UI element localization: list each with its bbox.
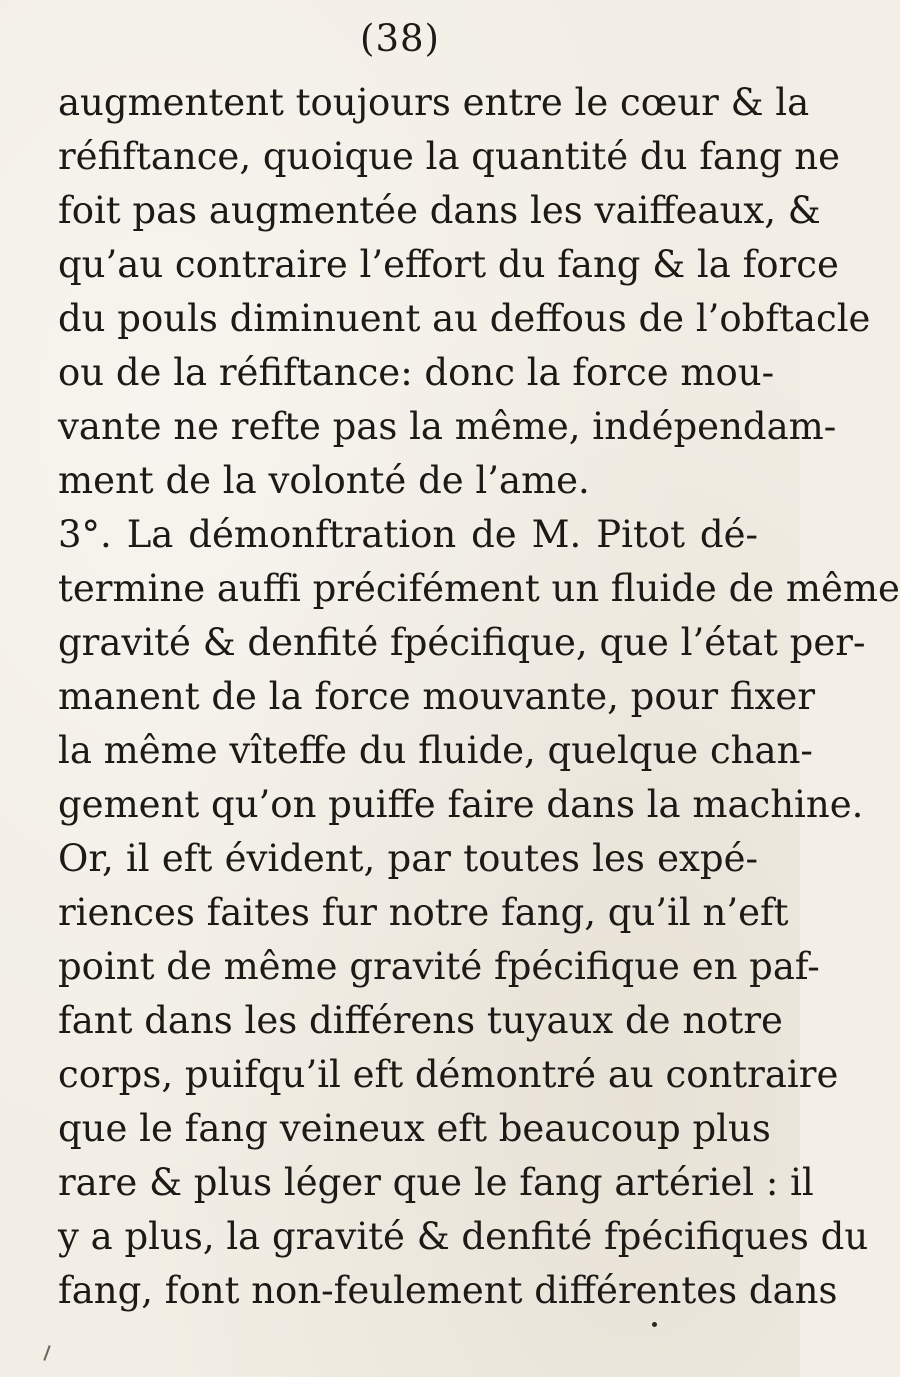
text-line-11: gravité & denfité fpécifique, que l’état per- bbox=[58, 621, 866, 664]
text-line-15: Or, il eft évident, par toutes les expé- bbox=[58, 837, 758, 880]
text-line-13: la même vîteffe du fluide, quelque chan- bbox=[58, 729, 813, 772]
text-line-20: que le fang veineux eft beaucoup plus bbox=[58, 1107, 771, 1150]
text-line-22: y a plus, la gravité & denfité fpécifiques du bbox=[58, 1215, 869, 1258]
text-line-19: corps, puifqu’il eft démontré au contraire bbox=[58, 1053, 839, 1096]
text-line-23: fang, font non-feulement différentes dans bbox=[58, 1269, 838, 1312]
text-line-10: termine auffi précifément un fluide de même bbox=[58, 567, 900, 610]
text-line-1: augmentent toujours entre le cœur & la bbox=[58, 81, 810, 124]
text-line-2: réfiftance, quoique la quantité du fang ne bbox=[58, 135, 840, 178]
text-line-12: manent de la force mouvante, pour fixer bbox=[58, 675, 816, 718]
paper-mark bbox=[43, 1345, 50, 1361]
text-line-17: point de même gravité fpécifique en paf- bbox=[58, 945, 820, 988]
text-line-14: gement qu’on puiffe faire dans la machine. bbox=[58, 783, 864, 826]
page-number: (38) bbox=[360, 17, 440, 60]
body-text bbox=[58, 76, 900, 1318]
text-line-8: ment de la volonté de l’ame. bbox=[58, 459, 590, 502]
ink-speck bbox=[652, 1322, 657, 1327]
text-line-21: rare & plus léger que le fang artériel : il bbox=[58, 1161, 814, 1204]
text-line-4: qu’au contraire l’effort du fang & la force bbox=[58, 243, 839, 286]
text-line-5: du pouls diminuent au deffous de l’obftacle bbox=[58, 297, 871, 340]
text-line-7: vante ne refte pas la même, indépendam- bbox=[58, 405, 837, 448]
text-line-16: riences faites fur notre fang, qu’il n’eft bbox=[58, 891, 789, 934]
text-line-9: 3°. La démonftration de M. Pitot dé- bbox=[58, 513, 758, 556]
text-line-18: fant dans les différens tuyaux de notre bbox=[58, 999, 783, 1042]
text-line-6: ou de la réfiftance: donc la force mou- bbox=[58, 351, 775, 394]
text-line-3: foit pas augmentée dans les vaiffeaux, & bbox=[58, 189, 821, 232]
